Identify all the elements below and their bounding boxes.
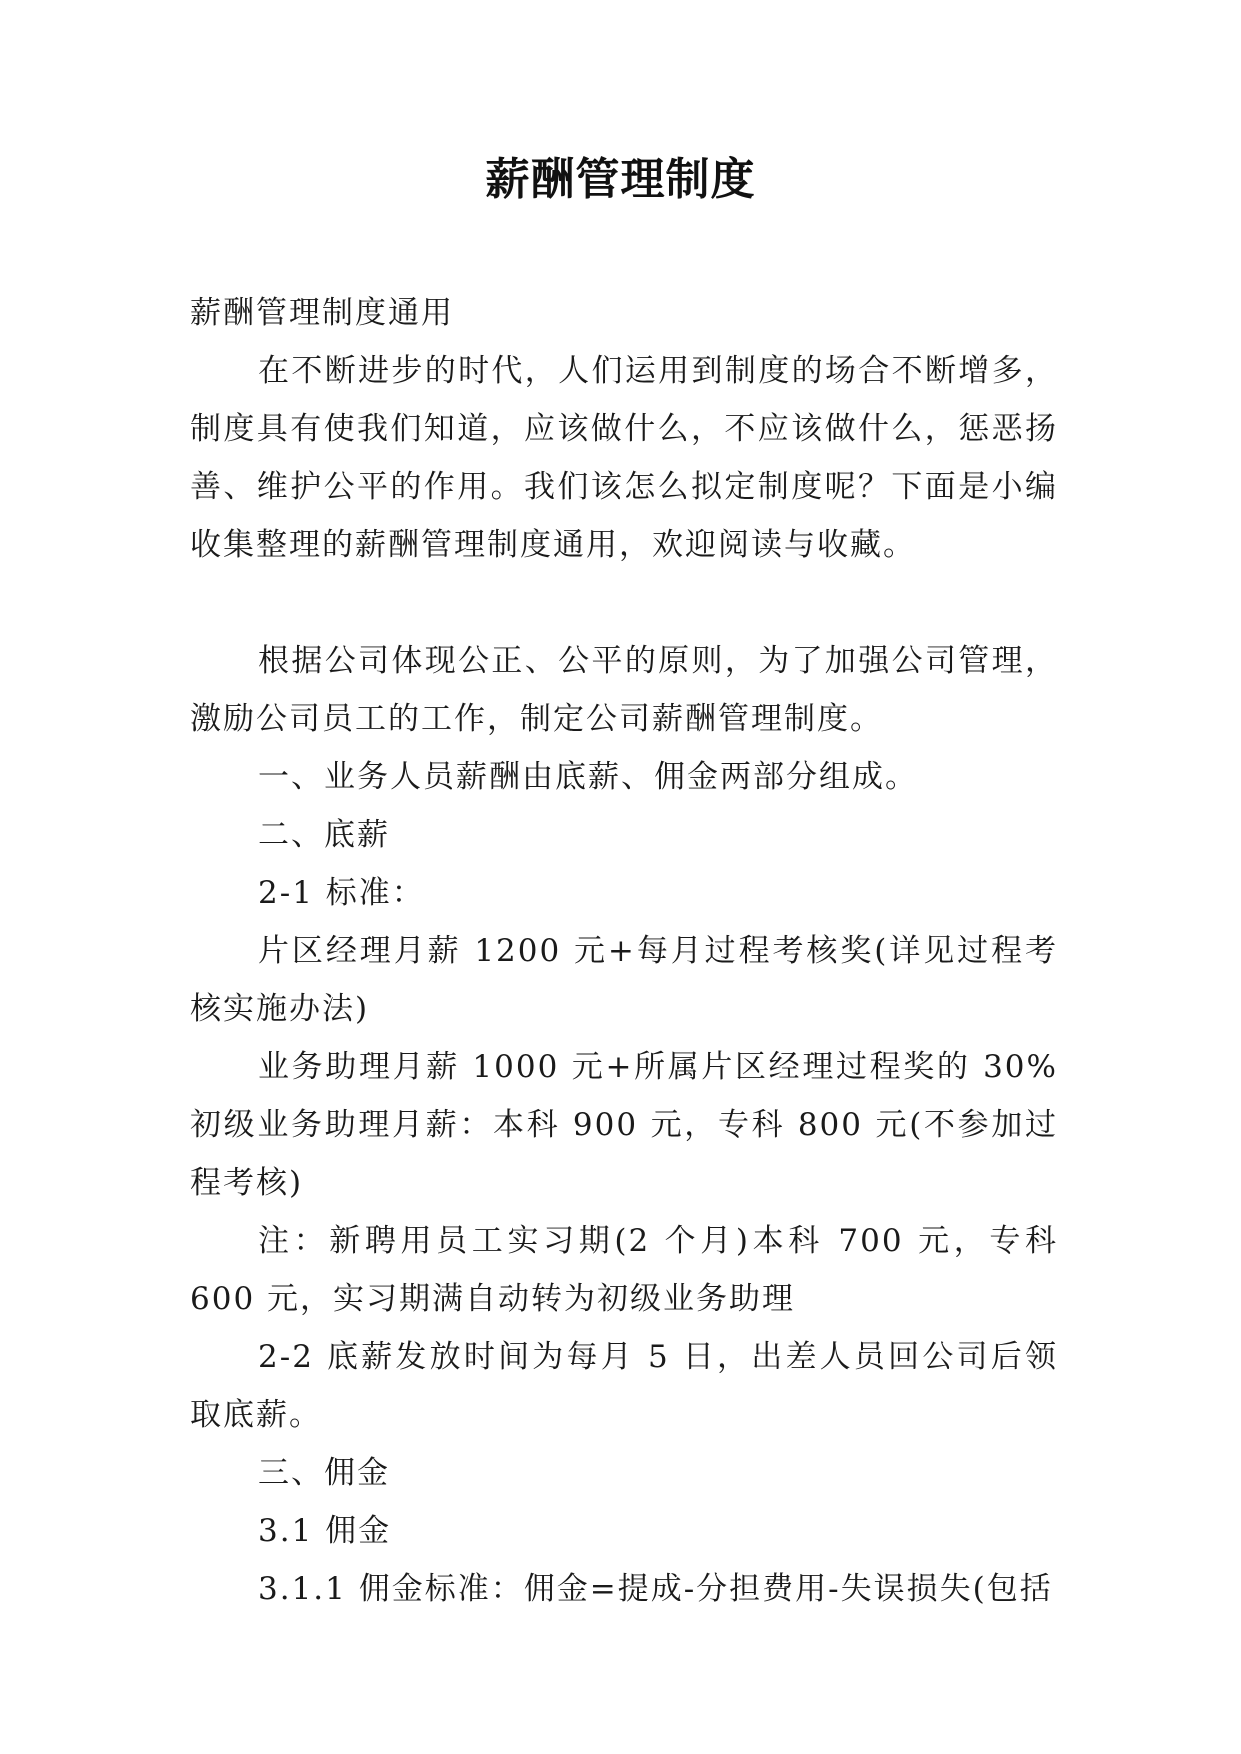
section-three-heading: 三、佣金 (258, 1455, 390, 1491)
regional-manager-salary: 片区经理月薪 1200 元+每月过程考核奖(详见过程考核实施办法) (190, 933, 1058, 1027)
clause-3-1-1: 3.1.1 佣金标准：佣金=提成-分担费用-失误损失(包括 (258, 1571, 1053, 1607)
clause-2-1-heading: 2-1 标准： (258, 875, 425, 911)
purpose-paragraph: 根据公司体现公正、公平的原则，为了加强公司管理，激励公司员工的工作，制定公司薪酬管理制度。 (190, 643, 1058, 737)
paragraph-spacer (190, 574, 1058, 632)
clause-2-2: 2-2 底薪发放时间为每月 5 日，出差人员回公司后领取底薪。 (190, 1339, 1058, 1433)
document-body (190, 284, 1058, 1618)
clause-3-1-heading: 3.1 佣金 (258, 1513, 392, 1549)
section-two-heading: 二、底薪 (258, 817, 390, 853)
section-one-heading: 一、业务人员薪酬由底薪、佣金两部分组成。 (258, 759, 918, 795)
probation-note: 注：新聘用员工实习期(2 个月)本科 700 元，专科 600 元，实习期满自动转为初级业务助理 (190, 1223, 1058, 1317)
intro-paragraph: 在不断进步的时代，人们运用到制度的场合不断增多，制度具有使我们知道，应该做什么，不应该做什么，惩恶扬善、维护公平的作用。我们该怎么拟定制度呢？下面是小编收集整理的薪酬管理制度通用，欢迎阅读与收藏。 (190, 353, 1058, 563)
assistant-salary: 业务助理月薪 1000 元+所属片区经理过程奖的 30%初级业务助理月薪：本科 900 元，专科 800 元(不参加过程考核) (190, 1049, 1058, 1201)
subtitle-line: 薪酬管理制度通用 (190, 295, 454, 331)
page-title: 薪酬管理制度 (485, 154, 756, 205)
